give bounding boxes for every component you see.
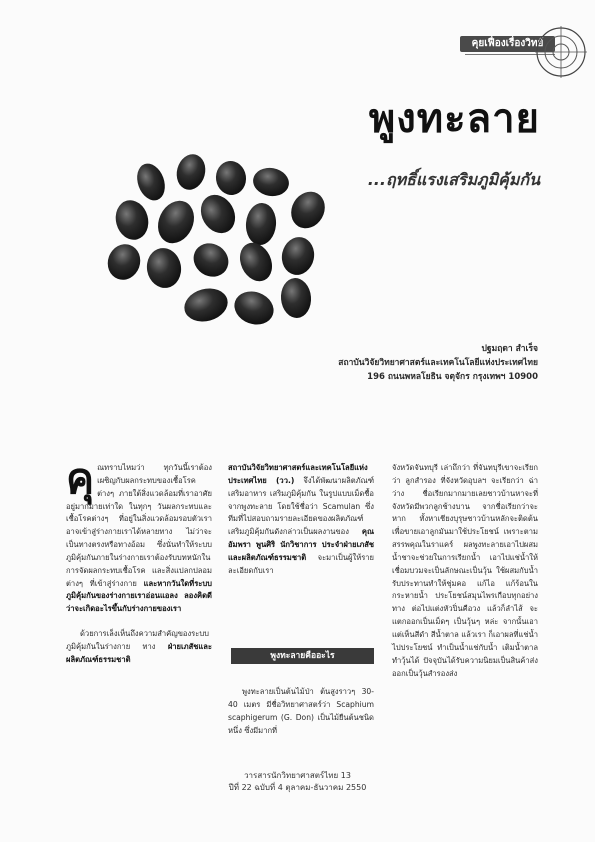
col1-paragraph-1-bold: และหากวันใดที่ระบบภูมิคุ้มกันของร่างกายเราอ่อนแอลง ลองคิดดีว่าจะเกิดอะไรขึ้นกับร่างกายของเรา: [66, 578, 212, 614]
col2-researcher-name: คุณอัมพรา พูนศิริ นักวิชาการ ประจำฝ่ายเภสัชและผลิตภัณฑ์ธรรมชาติ: [228, 527, 374, 562]
article-title: พูงทะลาย: [368, 96, 540, 142]
article-column-2: [228, 462, 374, 578]
col3-paragraph-1: จังหวัดจันทบุรี เล่าถึกว่า ที่จันทบุรีเขาจะเรียกว่า ลูกสำรอง ที่จังหวัดอุบลฯ จะเรียกว่า ฉ่าว่าง ชื่อเรียกมากมายเลยชาวบ้านหาจะที่จังหวัดมีพวกลูกช้างบาน จากชื่อเรียกว่าจะหาก ทั้งหาเชียงบุรุษชาวบ้านหลักจะติดต้นเพื่อขายเอาลูกมันมาใช้ประโยชน์ เพราะตามสรรพคุณในราแคร์ ผลพูงทะลายเอาไปผสมน้ำชาจะช่วยในการเรียกน้ำ เอาไปแช่น้ำให้เชื่อมบวมจะเป็นลักษณะเป็นวุ้น ใช้ผสมกับน้ำ รับประทานทำให้ชุ่มคอ แก้ไอ แก้ร้อนใน กระหายน้ำ ประโยชน์สมุนไพรเกือบทุกอย่าง ทาง ต่อไปแต่งหัวปิ่นคือวง แล้วก็ลำไส้ จะแตกออกเป็นเม็ดๆ เป็นวุ้นๆ หล่ะ จากนั้นเอา แต่เห็นสีดำ สีน้ำตาล แล้วเรา ก็เอาผลที่แช่น้ำไปประโยชน์ ทำเป็นน้ำแช่กับน้ำ เติมน้ำตาล ทำวุ้นได้ ปัจจุบันได้รับความนิยมเป็นสินค้าส่งออกเป็นวุ้นสำรองส่ง: [392, 463, 539, 678]
col1-paragraph-2: ด้วยการเล็งเห็นถึงความสำคัญของระบบภูมิคุ้มกันในร่างกาย ทาง: [66, 629, 209, 651]
col1-paragraph-2-bold: ฝ่ายเภสัชและผลิตภัณฑ์ธรรมชาติ: [66, 641, 212, 664]
col2-paragraph-2: พูงทะลายเป็นต้นไม้ป่า ต้นสูงราวๆ 30-40 เมตร มีชื่อวิทยาศาสตร์ว่า Scaphium scaphigerum (G. Don) เป็นไม้ยืนต้นชนิดหนึ่ง ซึ่งมีมากที่: [228, 687, 374, 735]
seeds-photo: [96, 150, 356, 340]
article-column-1: [66, 454, 212, 667]
section-tag: คุยเฟื่องเรื่องวิทย์: [460, 36, 555, 52]
article-column-3: [392, 462, 538, 680]
footer-journal: วารสารนักวิทยาศาสตร์ไทย 13: [244, 771, 351, 780]
col2-institute-name: สถาบันวิจัยวิทยาศาสตร์และเทคโนโลยีแห่งประเทศไทย (วว.): [228, 463, 368, 485]
author-address: 196 ถนนพหลโยธิน จตุจักร กรุงเทพฯ 10900: [367, 372, 538, 382]
section-heading: พูงทะลายคืออะไร: [231, 648, 374, 664]
col2-paragraph-1: จึงได้พัฒนาผลิตภัณฑ์เสริมอาหาร เสริมภูมิคุ้มกัน ในรูปแบบเม็ดชื้อจากพูงทะลาย โดยใช้ชื่อว่า Scamulan ซึ่งทีมที่ไปสอบถามรายละเอียดของผลิตภัณฑ์เสริมภูมิคุ้มกันดังกล่าวเป็นผลงานของ: [228, 475, 375, 537]
page-footer: [200, 770, 395, 794]
col2-paragraph-1-end: จะมาเป็นผู้ให้รายละเอียดกับเรา: [228, 552, 374, 575]
author-name: ปฐมฤดา สำเร็จ: [481, 344, 538, 354]
author-block: [300, 342, 538, 384]
article-subtitle: ...ฤทธิ์แรงเสริมภูมิคุ้มกัน: [367, 170, 540, 189]
footer-issue: ปีที่ 22 ฉบับที่ 4 ตุลาคม-ธันวาคม 2550: [228, 783, 367, 792]
article-column-2-lower: [228, 686, 374, 737]
target-icon: [533, 24, 589, 80]
col1-paragraph-1: ณทราบไหมว่า ทุกวันนี้เราต้องเผชิญกับผลกระทบของเชื้อโรคต่างๆ ภายใต้สิ่งแวดล้อมที่เราอาศัยอยู่มากมายเท่าใด ในทุกๆ วันผลกระทบและเชื้อโรคต่างๆ ที่อยู่ในสิ่งแวดล้อมรอบตัวเราอาจเข้าสู่ร่างกายเราได้หลายทาง ไม่ว่าจะเป็นทางตรงหรือทางอ้อม ซึ่งนั่นทำให้ระบบภูมิคุ้มกันภายในร่างกายเราต้องรับบทหนักในการจัดผลกระทบเชื้อโรค และสิ่งแปลกปลอมต่างๆ ที่เข้าสู่ร่างกาย: [66, 463, 212, 588]
drop-cap: คุ: [66, 454, 95, 503]
author-affiliation: สถาบันวิจัยวิทยาศาสตร์และเทคโนโลยีแห่งประเทศไทย: [338, 358, 538, 368]
